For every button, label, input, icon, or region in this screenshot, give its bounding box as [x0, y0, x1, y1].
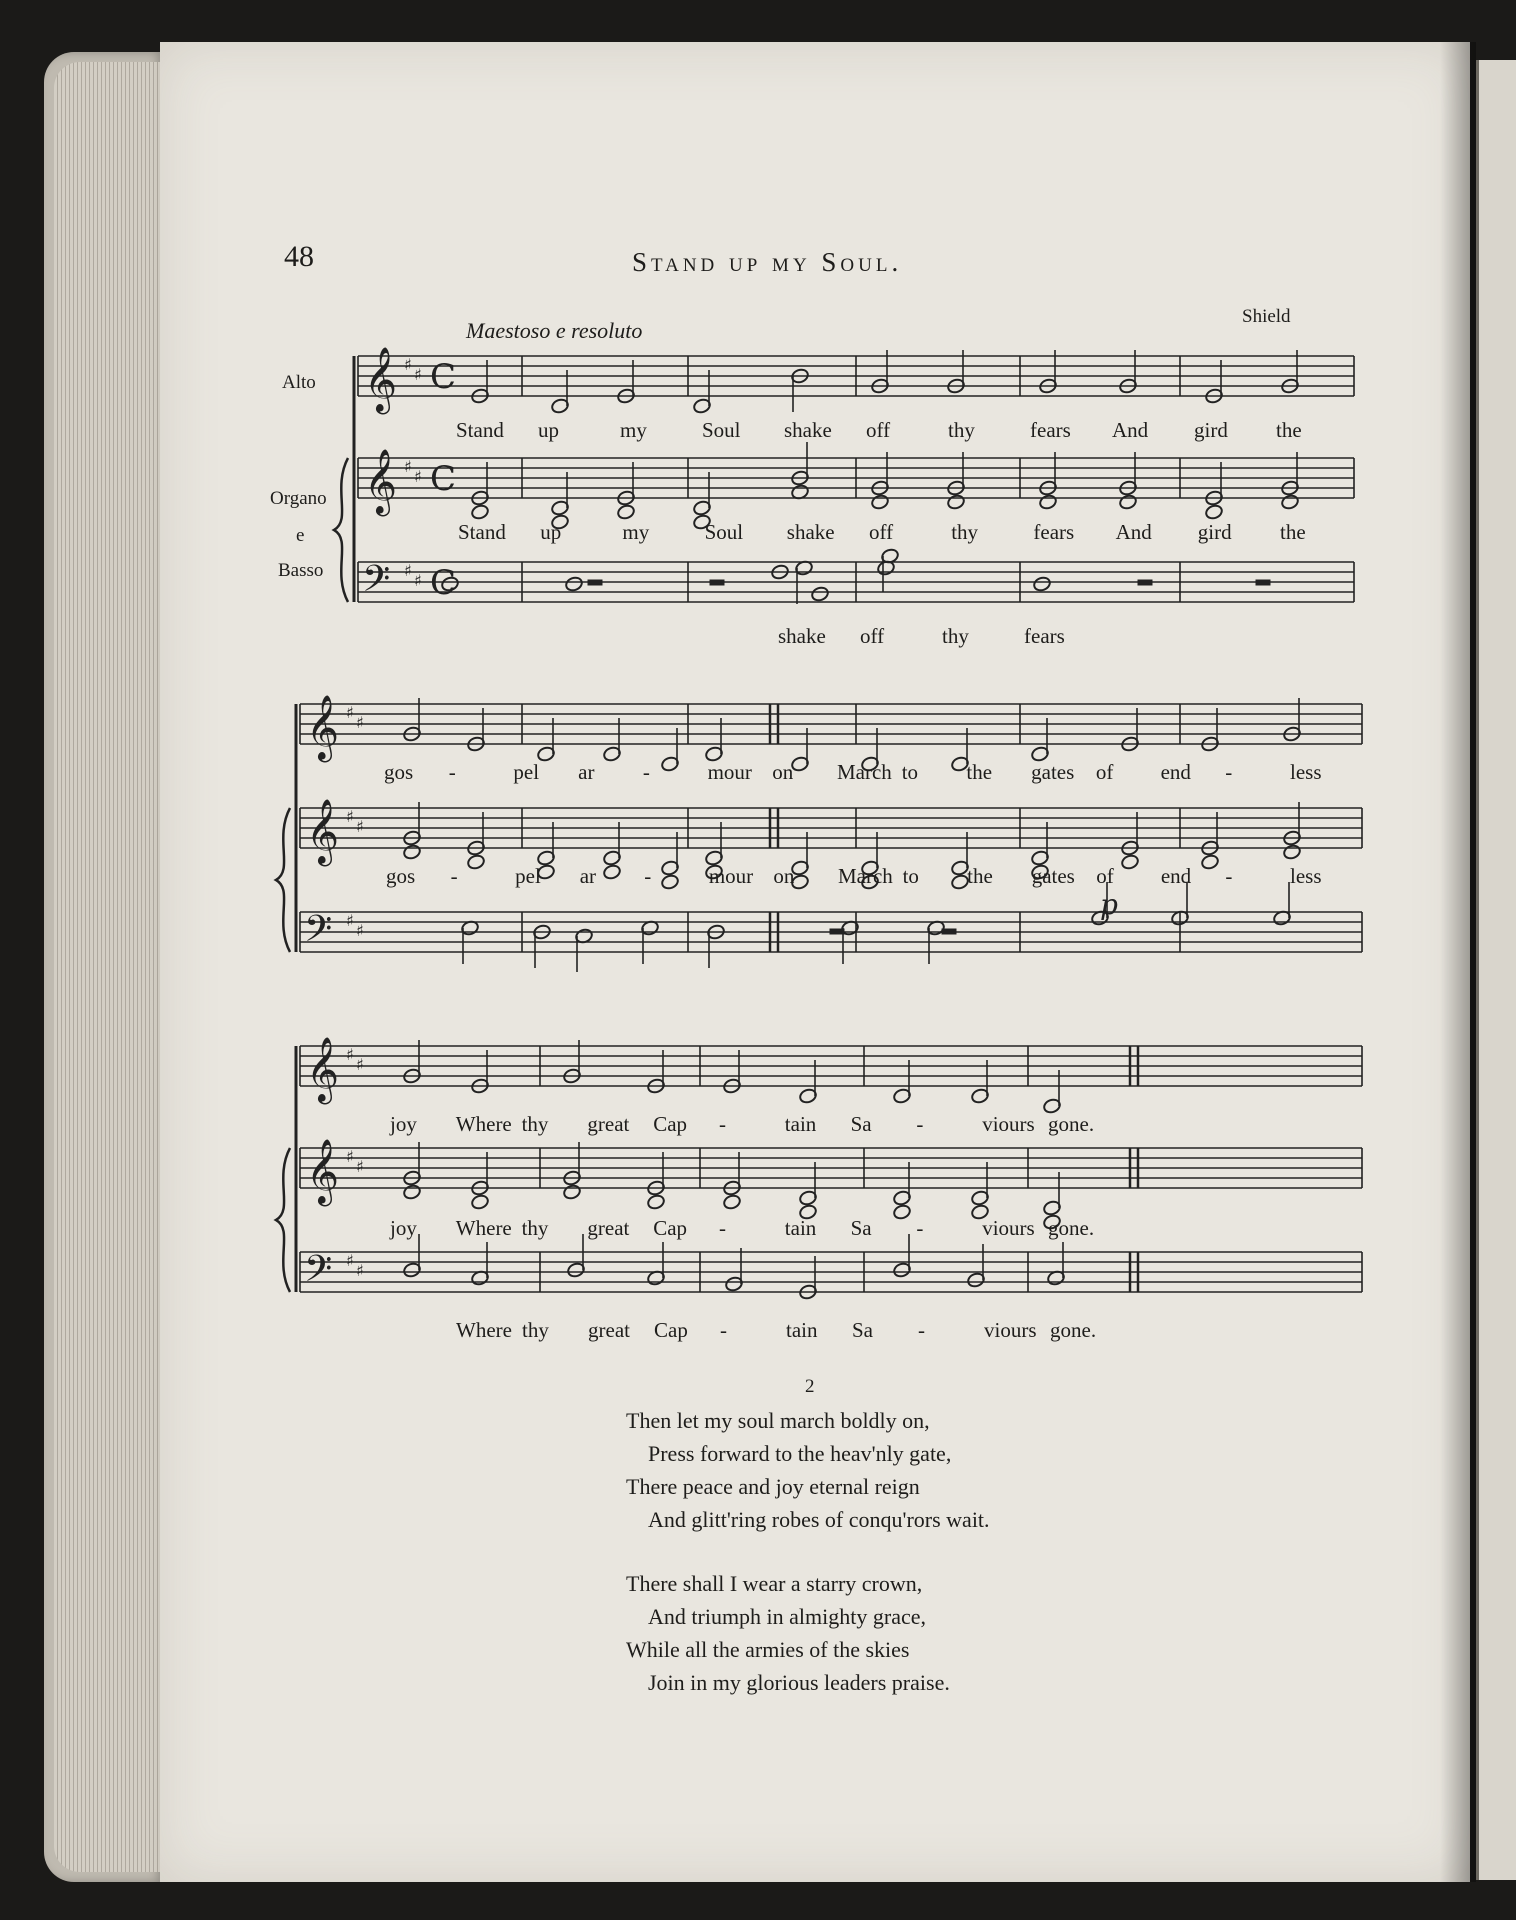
- sharp-sign: ♯: [356, 1261, 364, 1280]
- lyric-organ: Stand: [458, 520, 506, 544]
- sharp-sign: ♯: [356, 713, 364, 732]
- sharp-sign: ♯: [356, 1157, 364, 1176]
- verse-line: And triumph in almighty grace,: [648, 1604, 926, 1629]
- note: [1118, 494, 1137, 511]
- lyric-bass: fears: [1024, 624, 1065, 648]
- verse-line: While all the armies of the skies: [626, 1637, 910, 1662]
- treble-clef: 𝄞: [306, 1037, 340, 1102]
- rest: [588, 580, 602, 585]
- lyric-alto: shake: [784, 418, 832, 442]
- note: [724, 1248, 743, 1292]
- rest: [942, 929, 956, 934]
- lyric-organ: pel: [515, 864, 541, 888]
- note: [470, 1242, 489, 1286]
- staff-alto: [300, 1046, 1362, 1086]
- note: [1282, 844, 1301, 861]
- note: [564, 576, 583, 593]
- sharp-sign: ♯: [414, 571, 422, 590]
- lyric-bass: -: [720, 1318, 727, 1342]
- lyric-organ: gates: [1031, 864, 1075, 888]
- sharp-sign: ♯: [414, 365, 422, 384]
- note: [892, 1204, 911, 1221]
- note: [646, 1242, 665, 1286]
- lyric-bass: gone.: [1050, 1318, 1097, 1342]
- sharp-sign: ♯: [404, 355, 412, 374]
- lyric-organ: Cap: [653, 1216, 688, 1240]
- note: [810, 586, 829, 603]
- lyric-alto: the: [1276, 418, 1302, 442]
- lyric-organ: less: [1290, 864, 1322, 888]
- note: [1272, 882, 1291, 926]
- sharp-sign: ♯: [356, 817, 364, 836]
- verse-line: Then let my soul march boldly on,: [626, 1408, 930, 1433]
- note: [574, 928, 593, 972]
- sharp-sign: ♯: [356, 1055, 364, 1074]
- lyric-alto: fears: [1030, 418, 1071, 442]
- verse-line: Join in my glorious leaders praise.: [648, 1670, 950, 1695]
- part-label-basso: Basso: [278, 560, 324, 581]
- note: [402, 844, 421, 861]
- note: [790, 368, 809, 412]
- sharp-sign: ♯: [346, 1147, 354, 1166]
- dynamic-marking: p: [1100, 888, 1118, 921]
- verse-line: There peace and joy eternal reign: [626, 1474, 920, 1499]
- lyric-organ: off: [869, 520, 894, 544]
- note: [1280, 494, 1299, 511]
- bass-clef: 𝄢: [304, 908, 333, 959]
- lyric-organ: And: [1115, 520, 1152, 544]
- lyric-alto: to: [901, 760, 919, 784]
- lyric-alto: off: [866, 418, 891, 442]
- lyric-bass: Cap: [654, 1318, 688, 1342]
- lyric-alto: viours: [982, 1112, 1035, 1136]
- lyric-organ: to: [902, 864, 919, 888]
- treble-clef: 𝄞: [306, 1139, 340, 1204]
- sharp-sign: ♯: [414, 467, 422, 486]
- lyric-alto: the: [966, 760, 993, 784]
- lyric-alto: on: [772, 760, 794, 784]
- lyric-alto: less: [1290, 760, 1322, 784]
- lyric-bass: -: [918, 1318, 925, 1342]
- lyric-alto: -: [448, 760, 456, 784]
- brace: [334, 458, 348, 602]
- note: [1038, 494, 1057, 511]
- lyric-alto: thy: [948, 418, 975, 442]
- rest: [1138, 580, 1152, 585]
- note: [646, 1194, 665, 1211]
- treble-clef: 𝄞: [364, 449, 398, 514]
- note: [946, 494, 965, 511]
- lyric-organ: March: [838, 864, 893, 888]
- lyric-alto: Cap: [653, 1112, 688, 1136]
- part-label-e: e: [296, 525, 305, 546]
- sharp-sign: ♯: [404, 561, 412, 580]
- lyric-alto: -: [1225, 760, 1233, 784]
- lyric-alto: Stand: [456, 418, 504, 442]
- sharp-sign: ♯: [346, 807, 354, 826]
- lyric-organ: gone.: [1048, 1216, 1095, 1240]
- lyric-organ: fears: [1033, 520, 1075, 544]
- lyric-bass: viours: [984, 1318, 1037, 1342]
- lyric-bass: Sa: [852, 1318, 873, 1342]
- part-label-organo: Organo: [270, 488, 327, 509]
- note: [466, 854, 485, 871]
- lyric-alto: gone.: [1048, 1112, 1095, 1136]
- lyric-organ: the: [1280, 520, 1306, 544]
- note: [470, 504, 489, 521]
- lyric-alto: March: [837, 760, 892, 784]
- treble-clef: 𝄞: [306, 695, 340, 760]
- staff-organ: [300, 1148, 1362, 1188]
- page-number: 48: [284, 240, 314, 273]
- part-label-alto: Alto: [282, 372, 316, 393]
- verse-number: 2: [805, 1376, 815, 1397]
- treble-clef: 𝄞: [306, 799, 340, 864]
- lyric-alto: joy: [390, 1112, 417, 1136]
- note: [602, 864, 621, 881]
- lyric-organ: shake: [786, 520, 835, 544]
- lyric-organ: mour: [708, 864, 754, 888]
- lyric-alto: mour: [707, 760, 752, 784]
- lyric-organ: tain: [784, 1216, 817, 1240]
- lyric-alto: gates: [1031, 760, 1075, 784]
- note: [870, 494, 889, 511]
- lyric-alto: pel: [513, 760, 540, 784]
- lyric-bass: shake: [778, 624, 826, 648]
- lyric-organ: on: [773, 864, 795, 888]
- sharp-sign: ♯: [346, 703, 354, 722]
- composer-name: Shield: [1242, 306, 1291, 327]
- staff-organ: [300, 808, 1362, 848]
- note: [722, 1194, 741, 1211]
- note: [1200, 854, 1219, 871]
- lyric-alto: gos: [384, 760, 414, 784]
- lyric-alto: thy: [521, 1112, 549, 1136]
- rest: [710, 580, 724, 585]
- lyric-organ: my: [622, 520, 650, 544]
- lyric-organ: -: [644, 864, 652, 888]
- lyric-alto: -: [642, 760, 650, 784]
- note: [562, 1184, 581, 1201]
- verse-line: There shall I wear a starry crown,: [626, 1571, 923, 1596]
- note: [790, 442, 809, 486]
- verse-line: Press forward to the heav'nly gate,: [648, 1441, 952, 1466]
- lyric-alto: my: [620, 418, 647, 442]
- lyric-organ: of: [1096, 864, 1114, 888]
- time-signature: C: [430, 563, 457, 603]
- sharp-sign: ♯: [346, 1045, 354, 1064]
- time-signature: C: [430, 459, 457, 499]
- note: [1032, 576, 1051, 593]
- brace: [276, 1148, 290, 1292]
- lyric-organ: ar: [579, 864, 597, 888]
- lyric-alto: Soul: [702, 418, 741, 442]
- lyric-organ: Soul: [704, 520, 744, 544]
- lyric-alto: tain: [784, 1112, 817, 1136]
- treble-clef: 𝄞: [364, 347, 398, 412]
- rest: [830, 929, 844, 934]
- note: [660, 874, 679, 891]
- staff-bass: [300, 1252, 1362, 1292]
- lyric-alto: gird: [1194, 418, 1228, 442]
- sharp-sign: ♯: [346, 911, 354, 930]
- lyric-alto: ar: [578, 760, 595, 784]
- note: [470, 1194, 489, 1211]
- lyric-organ: joy: [390, 1216, 417, 1240]
- lyric-bass: tain: [786, 1318, 818, 1342]
- lyric-organ: the: [967, 864, 993, 888]
- lyric-organ: -: [450, 864, 458, 888]
- lyric-organ: Sa: [850, 1216, 872, 1240]
- verse-line: And glitt'ring robes of conqu'rors wait.: [648, 1507, 990, 1532]
- lyric-alto: And: [1112, 418, 1149, 442]
- time-signature: C: [430, 357, 457, 397]
- lyric-alto: Sa: [850, 1112, 872, 1136]
- lyric-bass: great: [588, 1318, 630, 1342]
- note: [402, 1184, 421, 1201]
- bass-clef: 𝄢: [304, 1248, 333, 1299]
- lyric-organ: gird: [1197, 520, 1232, 544]
- bass-clef: 𝄢: [362, 558, 391, 609]
- lyric-organ: great: [587, 1216, 630, 1240]
- note: [616, 504, 635, 521]
- lyric-alto: -: [719, 1112, 726, 1136]
- staff-alto: [300, 704, 1362, 744]
- note: [1120, 854, 1139, 871]
- brace: [276, 808, 290, 952]
- note: [880, 548, 899, 592]
- lyric-organ: up: [540, 520, 562, 544]
- lyric-alto: up: [538, 418, 559, 442]
- lyric-alto: great: [587, 1112, 630, 1136]
- tempo-marking: Maestoso e resoluto: [466, 318, 643, 343]
- lyric-organ: thy: [951, 520, 979, 544]
- note: [1046, 1242, 1065, 1286]
- lyric-organ: end: [1160, 864, 1192, 888]
- lyric-organ: -: [916, 1216, 924, 1240]
- lyric-bass: off: [860, 624, 885, 648]
- note: [706, 924, 725, 968]
- lyric-bass: thy: [522, 1318, 549, 1342]
- lyric-organ: viours: [982, 1216, 1035, 1240]
- sharp-sign: ♯: [356, 921, 364, 940]
- song-title: Stand up my Soul.: [632, 247, 903, 277]
- lyric-alto: of: [1095, 760, 1114, 784]
- lyric-organ: thy: [521, 1216, 549, 1240]
- lyric-organ: -: [1225, 864, 1233, 888]
- lyric-alto: -: [916, 1112, 924, 1136]
- note: [1204, 504, 1223, 521]
- lyric-organ: -: [719, 1216, 726, 1240]
- lyric-bass: thy: [942, 624, 969, 648]
- note: [532, 924, 551, 968]
- rest: [1256, 580, 1270, 585]
- sharp-sign: ♯: [404, 457, 412, 476]
- sharp-sign: ♯: [346, 1251, 354, 1270]
- lyric-organ: Where: [455, 1216, 512, 1240]
- lyric-organ: gos: [386, 864, 416, 888]
- lyric-alto: Where: [455, 1112, 512, 1136]
- lyric-alto: end: [1160, 760, 1191, 784]
- lyric-bass: Where: [456, 1318, 512, 1342]
